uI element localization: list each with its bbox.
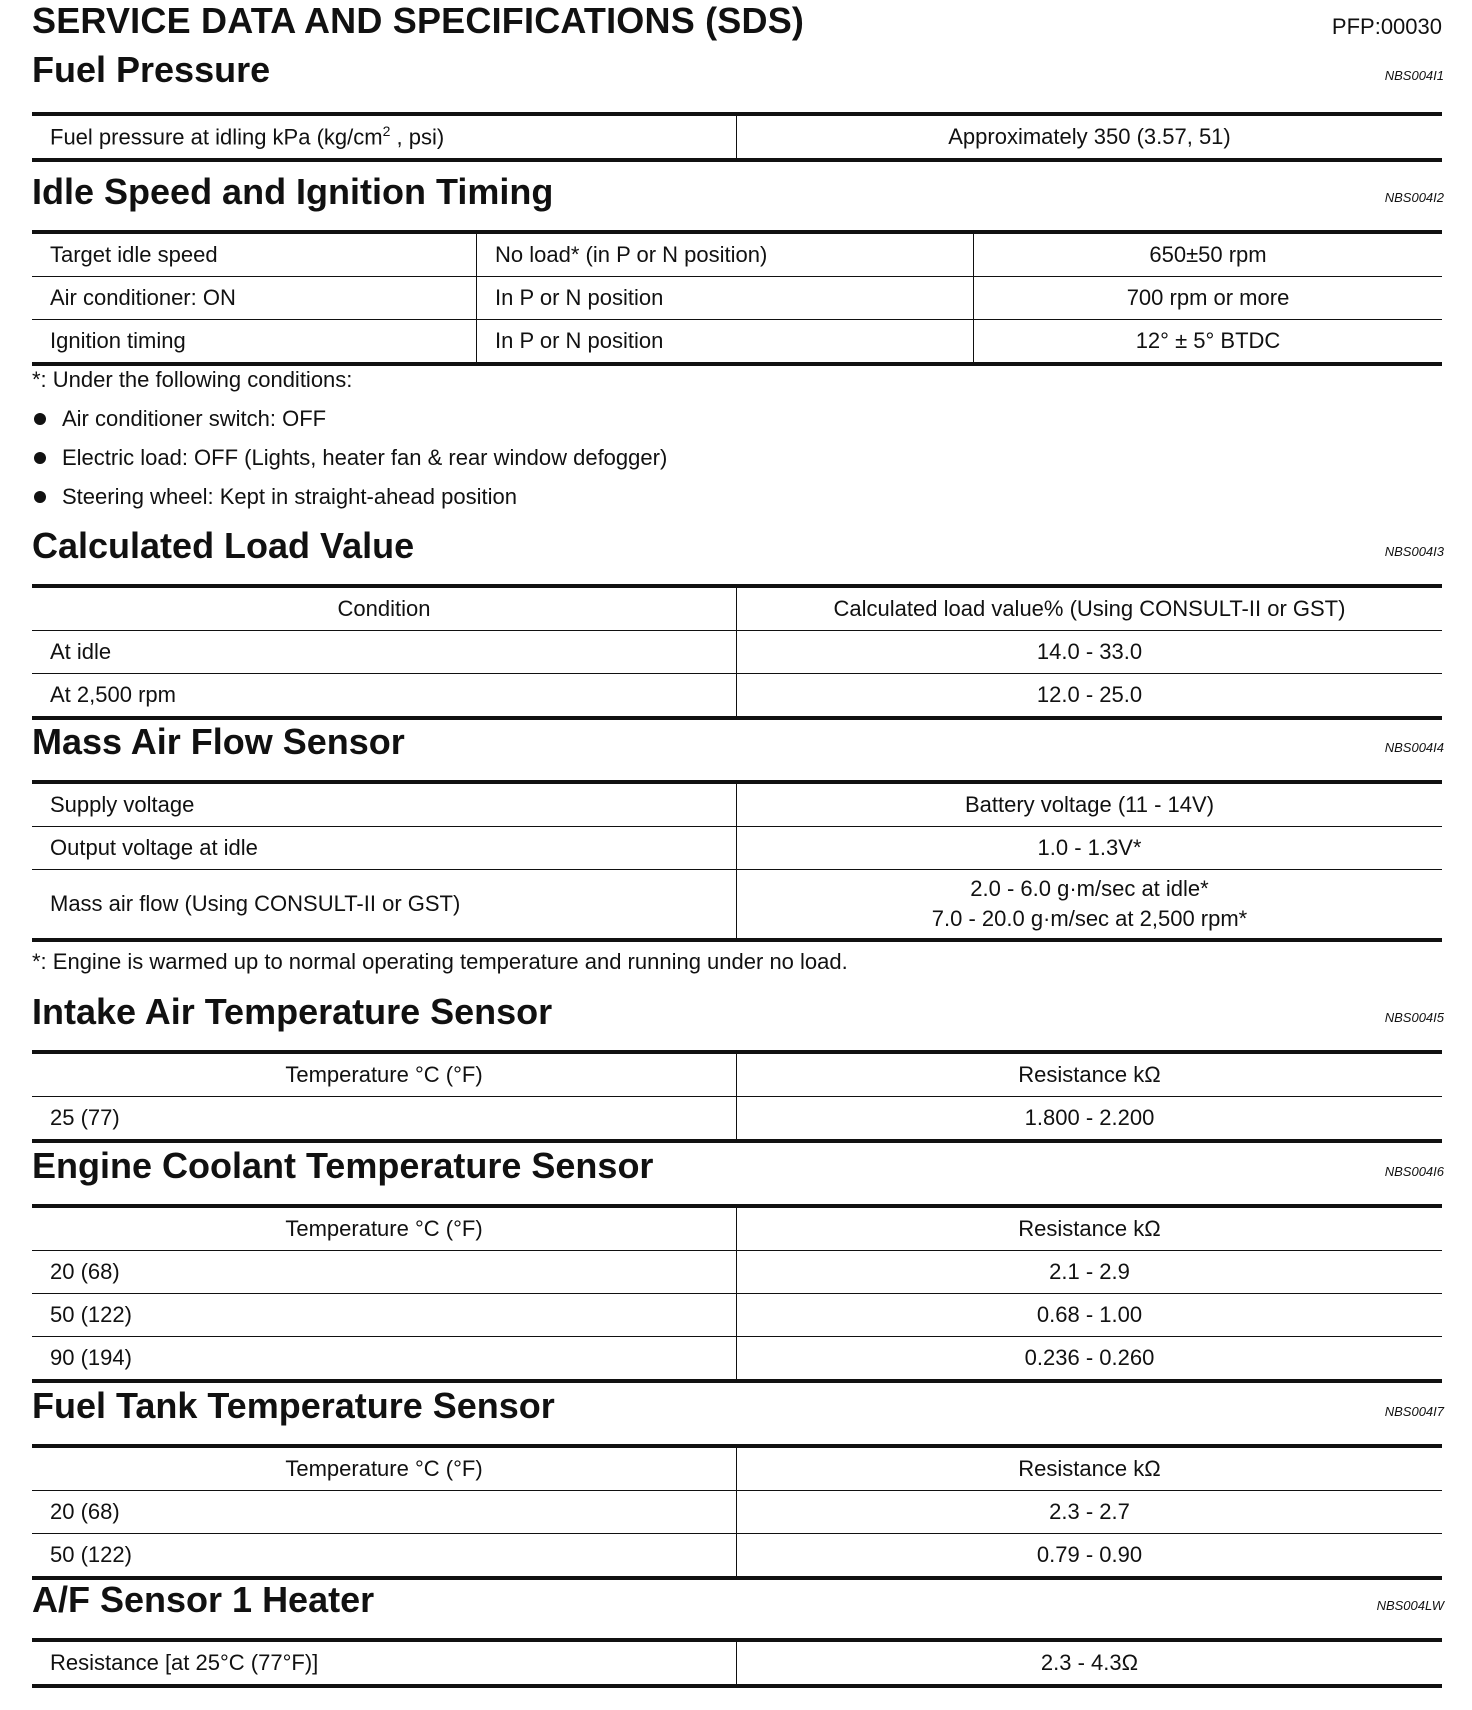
table-row — [32, 1337, 1442, 1382]
section-code: NBS004I7 — [1384, 1404, 1444, 1419]
section-idle-speed-header — [32, 170, 1444, 214]
column-header: Temperature °C (°F) — [32, 1206, 737, 1251]
table-cell: 12.0 - 25.0 — [737, 674, 1443, 719]
section-ftt-header — [32, 1384, 1444, 1428]
table-cell: 700 rpm or more — [974, 277, 1443, 320]
column-header: Temperature °C (°F) — [32, 1052, 737, 1097]
section-load-value-header — [32, 524, 1444, 568]
table-cell: Ignition timing — [32, 320, 477, 365]
table-row — [32, 827, 1442, 870]
table-header-row — [32, 1206, 1442, 1251]
flow-value-idle: 2.0 - 6.0 g·m/sec at idle* — [970, 876, 1209, 901]
table-row — [32, 631, 1442, 674]
table-cell: No load* (in P or N position) — [477, 232, 974, 277]
column-header: Temperature °C (°F) — [32, 1446, 737, 1491]
iat-table — [32, 1050, 1442, 1143]
column-header: Calculated load value% (Using CONSULT-II or GST) — [737, 586, 1443, 631]
table-header-row — [32, 1446, 1442, 1491]
section-fuel-pressure-header — [32, 48, 1444, 92]
table-cell: At 2,500 rpm — [32, 674, 737, 719]
table-cell: Resistance [at 25°C (77°F)] — [32, 1640, 737, 1686]
table-row — [32, 782, 1442, 827]
section-code: NBS004I2 — [1384, 190, 1444, 205]
table-row — [32, 1491, 1442, 1534]
table-cell: 90 (194) — [32, 1337, 737, 1382]
load-value-table — [32, 584, 1442, 720]
table-row — [32, 277, 1442, 320]
table-cell: Supply voltage — [32, 782, 737, 827]
section-title: Calculated Load Value — [32, 525, 415, 566]
table-row — [32, 1251, 1442, 1294]
table-cell: Approximately 350 (3.57, 51) — [737, 114, 1443, 160]
table-row — [32, 1640, 1442, 1686]
section-code: NBS004I5 — [1384, 1010, 1444, 1025]
table-cell: 20 (68) — [32, 1251, 737, 1294]
table-cell: 50 (122) — [32, 1534, 737, 1579]
table-cell: 650±50 rpm — [974, 232, 1443, 277]
table-cell: At idle — [32, 631, 737, 674]
section-title: Idle Speed and Ignition Timing — [32, 171, 554, 212]
table-cell: In P or N position — [477, 277, 974, 320]
section-code: NBS004I1 — [1384, 68, 1444, 83]
ftt-table — [32, 1444, 1442, 1580]
table-row — [32, 1294, 1442, 1337]
table-cell: 1.0 - 1.3V* — [737, 827, 1443, 870]
table-cell: 2.1 - 2.9 — [737, 1251, 1443, 1294]
table-row — [32, 870, 1442, 941]
table-row — [32, 1097, 1442, 1142]
list-item: Electric load: OFF (Lights, heater fan & rear window defogger) — [32, 438, 667, 477]
af-heater-table — [32, 1638, 1442, 1688]
table-cell: 0.236 - 0.260 — [737, 1337, 1443, 1382]
table-cell: 50 (122) — [32, 1294, 737, 1337]
table-cell: 20 (68) — [32, 1491, 737, 1534]
document-title: SERVICE DATA AND SPECIFICATIONS (SDS) — [32, 0, 805, 41]
maf-footnote: *: Engine is warmed up to normal operating temperature and running under no load. — [32, 949, 848, 974]
section-title: Engine Coolant Temperature Sensor — [32, 1145, 654, 1186]
table-row — [32, 114, 1442, 160]
table-cell: 0.68 - 1.00 — [737, 1294, 1443, 1337]
table-header-row — [32, 586, 1442, 631]
section-code: NBS004I4 — [1384, 740, 1444, 755]
table-cell: In P or N position — [477, 320, 974, 365]
section-title: Fuel Pressure — [32, 49, 271, 90]
column-header: Resistance kΩ — [737, 1206, 1443, 1251]
column-header: Condition — [32, 586, 737, 631]
table-cell: 14.0 - 33.0 — [737, 631, 1443, 674]
pfp-code: PFP:00030 — [1331, 14, 1442, 39]
table-cell: Air conditioner: ON — [32, 277, 477, 320]
maf-table — [32, 780, 1442, 942]
idle-speed-table — [32, 230, 1442, 366]
section-code: NBS004I3 — [1384, 544, 1444, 559]
table-cell: Mass air flow (Using CONSULT-II or GST) — [32, 870, 737, 941]
section-title: Mass Air Flow Sensor — [32, 721, 405, 762]
table-header-row — [32, 1052, 1442, 1097]
table-row — [32, 320, 1442, 365]
idle-footnote: *: Under the following conditions: — [32, 367, 353, 392]
table-cell: 25 (77) — [32, 1097, 737, 1142]
column-header: Resistance kΩ — [737, 1052, 1443, 1097]
table-cell: 2.3 - 4.3Ω — [737, 1640, 1443, 1686]
idle-conditions-list — [32, 399, 667, 516]
section-iat-header — [32, 990, 1444, 1034]
table-cell — [737, 870, 1443, 941]
table-row — [32, 1534, 1442, 1579]
list-item: Air conditioner switch: OFF — [32, 399, 667, 438]
section-af-header — [32, 1578, 1444, 1622]
ect-table — [32, 1204, 1442, 1383]
section-ect-header — [32, 1144, 1444, 1188]
table-cell: Fuel pressure at idling kPa ($kg/cm^2$ , psi) — [32, 114, 737, 160]
section-code: NBS004LW — [1376, 1598, 1444, 1613]
flow-value-2500: 7.0 - 20.0 g·m/sec at 2,500 rpm* — [931, 906, 1248, 931]
table-cell: 0.79 - 0.90 — [737, 1534, 1443, 1579]
table-cell: 1.800 - 2.200 — [737, 1097, 1443, 1142]
table-cell: Battery voltage (11 - 14V) — [737, 782, 1443, 827]
section-maf-header — [32, 720, 1444, 764]
table-cell: 2.3 - 2.7 — [737, 1491, 1443, 1534]
section-code: NBS004I6 — [1384, 1164, 1444, 1179]
list-item: Steering wheel: Kept in straight-ahead position — [32, 477, 667, 516]
column-header: Resistance kΩ — [737, 1446, 1443, 1491]
table-row — [32, 232, 1442, 277]
fuel-pressure-table — [32, 112, 1442, 162]
table-cell: Output voltage at idle — [32, 827, 737, 870]
section-title: Fuel Tank Temperature Sensor — [32, 1385, 555, 1426]
table-row — [32, 674, 1442, 719]
section-title: Intake Air Temperature Sensor — [32, 991, 553, 1032]
table-cell: Target idle speed — [32, 232, 477, 277]
table-cell: 12° ± 5° BTDC — [974, 320, 1443, 365]
section-title: A/F Sensor 1 Heater — [32, 1579, 375, 1620]
